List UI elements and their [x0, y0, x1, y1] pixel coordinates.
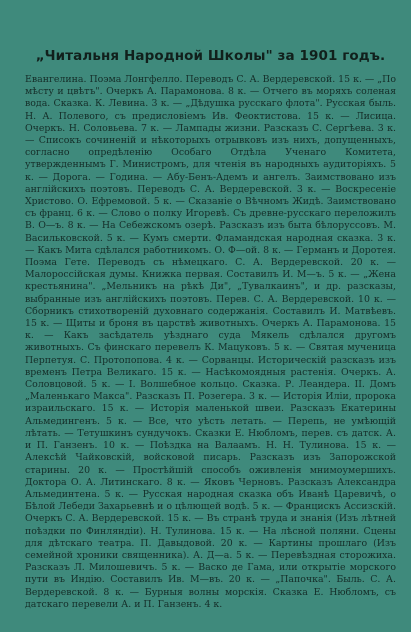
- page-title: „Читальня Народной Школы" за 1901 годъ.: [35, 48, 386, 64]
- body-text: Евангелина. Поэма Лонгфелло. Переводъ С. А. Вердеревской. 15 к. — „По мѣсту и цвѣтъ". Очеркъ А. Парамонова. 8 к. — Отчего въ моряхъ соленая вода. Сказка. К. Левина. 3 к. — „Дѣдушка русскаго флота". Русская быль. Н. А. Полевого, съ предисловіемъ Ив. Феоктистова. 15 к. — Лисица. Очеркъ. Н. Соловьева. 7 к. — Лампады жизни. Разсказъ С. Сергѣева. 3 к. — Списокъ сочиненій и нѣкоторыхъ отрывковъ изъ нихъ, допущенныхъ, согласно опредѣленію Особаго Отдѣла Ученаго Комитета, утвержденнымъ Г. Министромъ, для чтенія въ народныхъ аудиторіяхъ. 5 к. — Дорога. — Година. — Абу-Бенъ-Адемъ и ангелъ. Заимствовано изъ англійскихъ поэтовъ. Переводъ С. А. Вердеревской. 3 к. — Воскресеніе Христово. О. Ефремовой. 5 к. — Сказаніе о Вѣчномъ Жидѣ. Заимствовано съ франц. 6 к. — Слово о полку Игоревѣ. Съ древне-русскаго переложилъ В. О—ъ. 8 к. — На Себежскомъ озерѣ. Разсказъ изъ быта бѣлоруссовъ. М. Васильковской. 5 к. — Кумъ смерти. Фламандская народная сказка. 3 к. — Какъ Мита сдѣлался работникомъ. О. Ф—ой. 8 к. — Германъ и Доротея. Поэма Гете. Переводъ съ нѣмецкаго. С. А. Вердеревской. 20 к. — Малороссійская думы. Книжка первая. Составилъ И. М—ъ. 5 к. — „Жена крестьянина". „Мельникъ на рѣкѣ Ди", „Тувалкаинъ", и др. разсказы, выбранные изъ англійскихъ поэтовъ. Перев. С. А. Вердеревской. 10 к. — Сборникъ стихотвореній духовнаго содержанія. Составилъ И. Матвѣевъ. 15 к. — Щиты и броня въ царствѣ животныхъ. Очеркъ А. Парамонова. 15 к. — Какъ засѣдатель уѣзднаго суда Мякель сдѣлался другомъ животныхъ. Съ финскаго перевелъ К. Мацуковъ. 5 к. — Святая мученица Перпетуя. С. Протопопова. 4 к. — Сорванцы. Историческій разсказъ изъ временъ Петра Великаго. 15 к. — Насѣкомоядныя растенія. Очеркъ. А. Соловцовой. 5 к. — I. Волшебное кольцо. Сказка. Р. Леандера. II. Домъ „Маленькаго Макса". Разсказъ П. Розегера. 3 к. — Исторія Иліи, пророка израильскаго. 15 к. — Исторія маленькой швеи. Разсказъ Екатерины Альмедингенъ. 5 к. — Все, что уѣсть летать. — Перепь, не умѣющій лѣтать. — Тетушкинъ сундучокъ. Сказки Е. Нюбломъ, перев. съ датск. А. и П. Ганзенъ. 10 к. — Поѣздка на Валаамъ. Н. Н. Тулинова. 15 к. — Алексѣй Чайковскій, войсковой писарь. Разсказъ изъ Запорожской старины. 20 к. — Простѣйшій способъ оживленія мнимоумершихъ. Доктора О. А. Литинскаго. 8 к. — Яковъ Черновъ. Разсказъ Александра Альмединтена. 5 к. — Русская народная сказка объ Иванѣ Царевичѣ, о Бѣлой Лебеди Захарьевнѣ и о цѣлющей водѣ. 5 к. — Францискъ Ассизскій. Очеркъ С. А. Вердеревской. 15 к. — Въ странѣ труда и знанія (Изъ лѣтней поѣздки по Финляндіи). Н. Тулинова. 15 к. — На лѣсной поляни. Сцены для дѣтскаго театра. П. Давыдовой. 20 к. — Картины прошлаго (Изъ семейной хроники священника). А. Д—а. 5 к. — Перевѣздная сторожиха. Разсказъ Л. Милошевичъ. 5 к. — Васко де Гама, или открытіе морского пути въ Индію. Составилъ Ив. М—въ. 20 к. — „Папочка". Быль. С. А. Вердеревской. 8 к. — Бурныя волны морскія. Сказка Е. Нюбломъ, съ датскаго перевели А. и П. Ганзенъ. 4 к.: [25, 74, 396, 610]
